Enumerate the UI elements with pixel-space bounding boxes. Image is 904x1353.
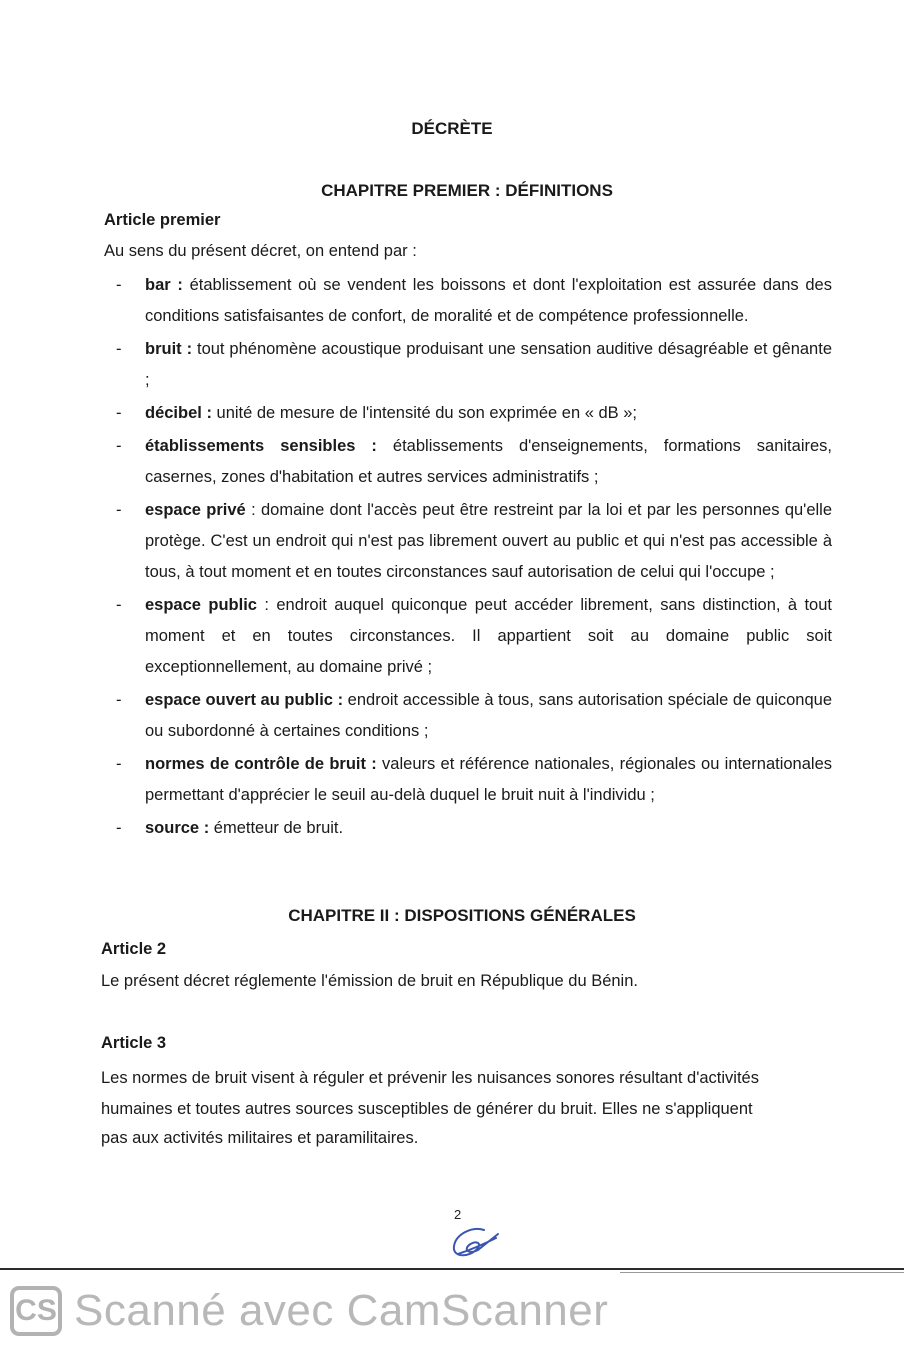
list-dash: -: [116, 404, 122, 422]
definition-term: espace public: [145, 596, 257, 614]
watermark-text: Scanné avec CamScanner: [74, 1286, 609, 1335]
article-2-heading: Article 2: [101, 940, 167, 958]
definition-term: établissements sensibles :: [145, 437, 377, 455]
definition-item: [108, 398, 832, 429]
article-2-text: Le présent décret réglemente l'émission de bruit en République du Bénin.: [101, 972, 638, 990]
list-dash: -: [116, 276, 122, 294]
article-1-heading: Article premier: [104, 211, 221, 229]
list-dash: -: [116, 596, 122, 614]
article-3-line-2: humaines et toutes autres sources susceptibles de générer du bruit. Elles ne s'appliquent: [101, 1100, 753, 1118]
list-dash: -: [116, 755, 122, 773]
page-number: 2: [454, 1207, 462, 1222]
article-1-intro: Au sens du présent décret, on entend par :: [104, 242, 417, 260]
definition-item: [108, 270, 832, 332]
definition-text: établissements d'enseignements, formations sanitaires, casernes, zones d'habitation et autres services administratifs ;: [145, 437, 832, 486]
article-3-heading: Article 3: [101, 1034, 167, 1052]
definition-term: source :: [145, 819, 210, 837]
definition-text: valeurs et référence nationales, régionales ou internationales permettant d'apprécier le seuil au-delà duquel le bruit nuit à l'individu ;: [145, 755, 832, 804]
definition-term: espace privé: [145, 501, 246, 519]
chapter-1-heading: CHAPITRE PREMIER : DÉFINITIONS: [321, 181, 613, 200]
definition-item: [108, 495, 832, 588]
definition-term: bar :: [145, 276, 183, 294]
definition-item: [108, 813, 832, 844]
definitions-list: [108, 270, 832, 846]
article-3-line-1: Les normes de bruit visent à réguler et prévenir les nuisances sonores résultant d'activités: [101, 1069, 759, 1087]
list-dash: -: [116, 437, 122, 455]
definition-term: bruit :: [145, 340, 193, 358]
definition-text: unité de mesure de l'intensité du son exprimée en « dB »;: [211, 404, 638, 422]
footer-rule-secondary: [620, 1272, 904, 1273]
camscanner-logo-icon: CS: [10, 1286, 62, 1336]
decree-title: DÉCRÈTE: [411, 119, 493, 138]
definition-item: [108, 334, 832, 396]
list-dash: -: [116, 340, 122, 358]
definition-term: décibel :: [145, 404, 212, 422]
definition-text: tout phénomène acoustique produisant une sensation auditive désagréable et gênante ;: [145, 340, 832, 389]
definition-text: établissement où se vendent les boissons et dont l'exploitation est assurée dans des conditions satisfaisantes de confort, de moralité et de compétence professionnelle.: [145, 276, 832, 325]
definition-item: [108, 431, 832, 493]
definition-item: [108, 685, 832, 747]
definition-term: normes de contrôle de bruit :: [145, 755, 377, 773]
article-3-line-3: pas aux activités militaires et paramilitaires.: [101, 1129, 419, 1147]
definition-term: espace ouvert au public :: [145, 691, 344, 709]
footer-rule: [0, 1268, 904, 1270]
list-dash: -: [116, 501, 122, 519]
definition-text: endroit accessible à tous, sans autorisation spéciale de quiconque ou subordonné à certaines conditions ;: [145, 691, 832, 740]
signature-icon: [448, 1224, 502, 1264]
definition-text: : endroit auquel quiconque peut accéder librement, sans distinction, à tout moment et en toutes circonstances. Il appartient soit au domaine public soit exceptionnellement, au domaine privé ;: [145, 596, 832, 676]
chapter-2-heading: CHAPITRE II : DISPOSITIONS GÉNÉRALES: [288, 906, 636, 925]
definition-item: [108, 749, 832, 811]
definition-text: : domaine dont l'accès peut être restreint par la loi et par les personnes qu'elle protège. C'est un endroit qui n'est pas librement ouvert au public et qui n'est pas accessible à tous, à tout moment et en toutes circonstances sauf autorisation de celui qui l'occupe ;: [145, 501, 833, 581]
definition-text: émetteur de bruit.: [209, 819, 344, 837]
list-dash: -: [116, 819, 122, 837]
list-dash: -: [116, 691, 122, 709]
camscanner-watermark: [10, 1281, 608, 1341]
definition-item: [108, 590, 832, 683]
